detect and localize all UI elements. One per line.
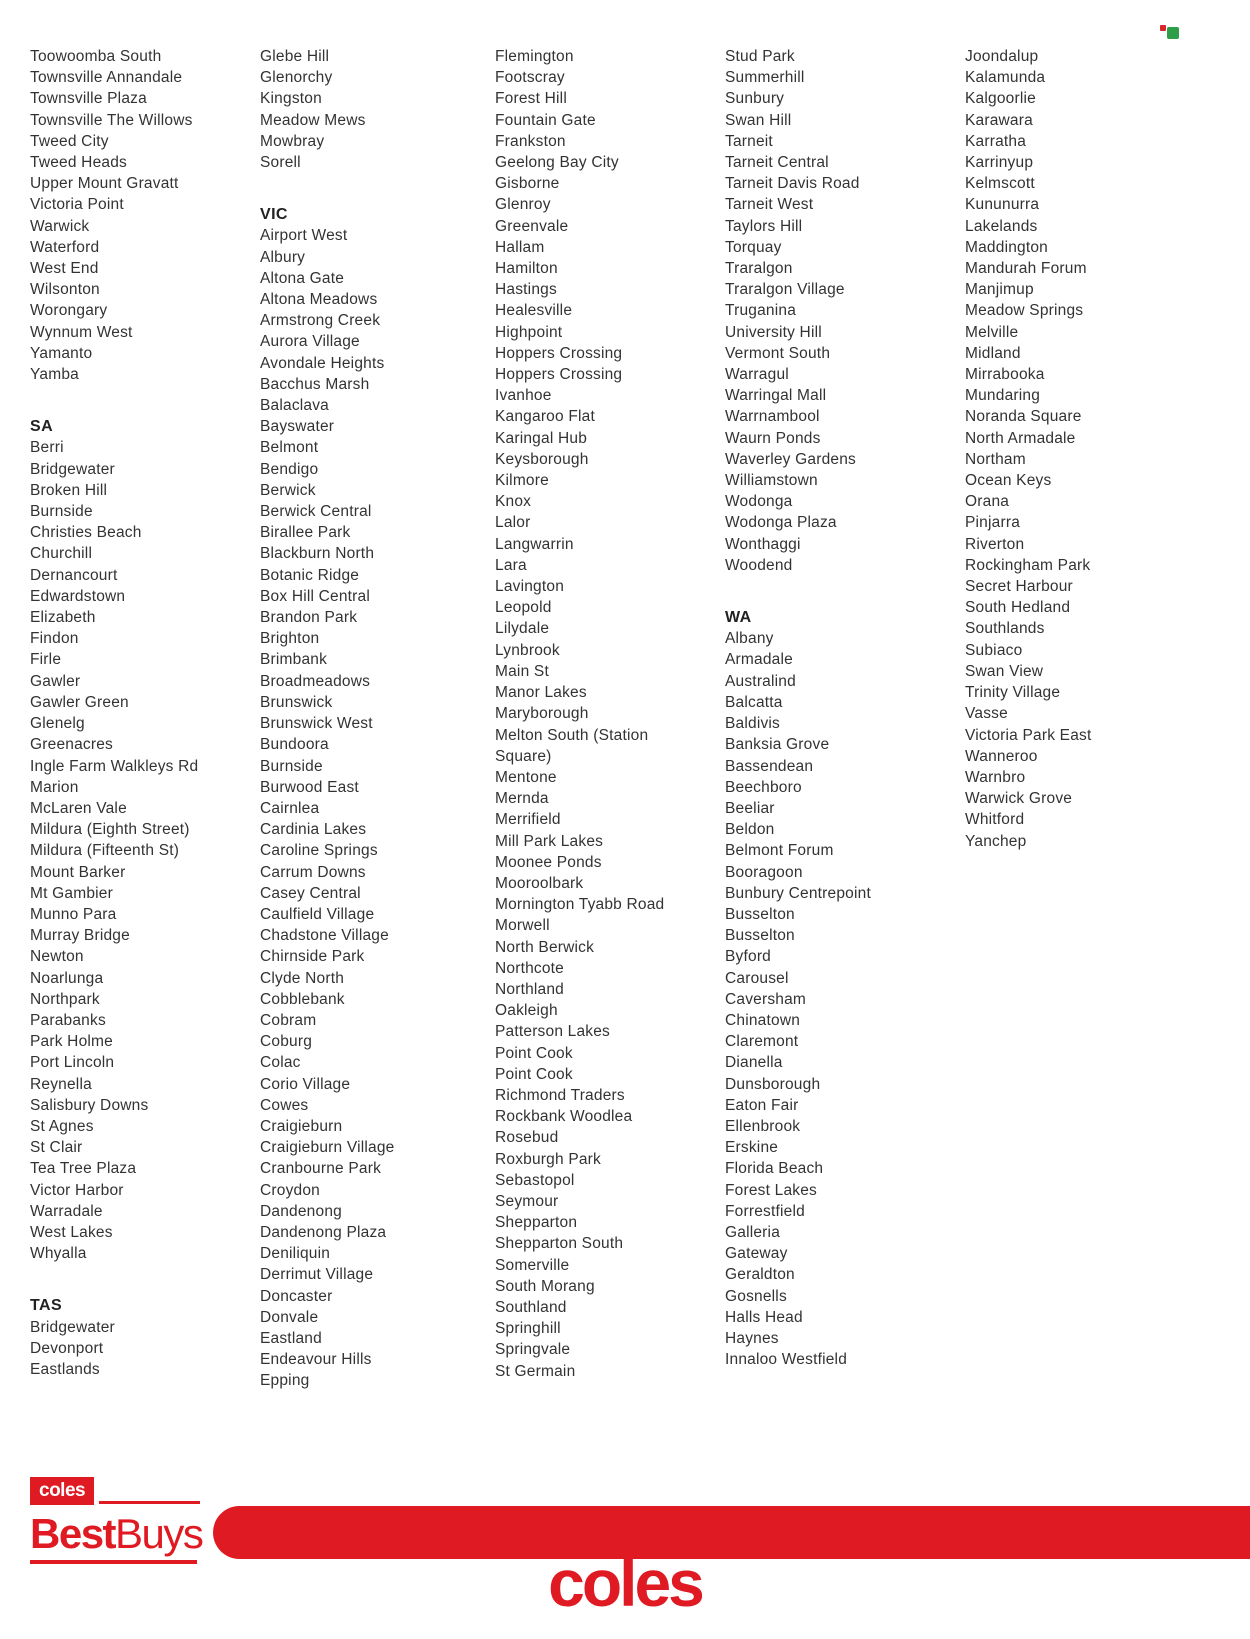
store-item: Kalamunda: [965, 69, 1046, 87]
store-item: Kangaroo Flat: [495, 408, 595, 426]
store-item: Highpoint: [495, 323, 563, 341]
store-item: Waverley Gardens: [725, 450, 856, 468]
store-item: Tarneit Davis Road: [725, 175, 860, 193]
store-item: Glenroy: [495, 196, 551, 214]
store-item: Maryborough: [495, 705, 589, 723]
store-item: North Berwick: [495, 938, 595, 956]
store-item: St Clair: [30, 1139, 83, 1157]
store-item: Kalgoorlie: [965, 90, 1036, 108]
badge-green-square: [1167, 27, 1179, 39]
store-item: Leopold: [495, 599, 552, 617]
store-item: Byford: [725, 948, 771, 966]
store-item: Tarneit: [725, 132, 773, 150]
store-item: Coburg: [260, 1033, 313, 1051]
store-item: Belmont Forum: [725, 842, 834, 860]
store-item: Stud Park: [725, 48, 795, 65]
store-item: Truganina: [725, 302, 797, 320]
store-item: Armstrong Creek: [260, 312, 381, 330]
store-item: Berri: [30, 439, 64, 457]
store-item: Torquay: [725, 238, 782, 256]
store-item: Karrinyup: [965, 154, 1034, 172]
store-item: Cobram: [260, 1011, 317, 1029]
store-item: Cardinia Lakes: [260, 821, 367, 839]
store-item: Broadmeadows: [260, 672, 371, 690]
store-item: Geelong Bay City: [495, 154, 619, 172]
store-item: Warradale: [30, 1202, 103, 1220]
store-item: Northpark: [30, 990, 100, 1008]
store-item: Greenacres: [30, 736, 113, 754]
store-item: Somerville: [495, 1256, 570, 1274]
store-item: Balcatta: [725, 693, 783, 711]
store-item: Northam: [965, 450, 1026, 468]
store-item: Epping: [260, 1372, 310, 1390]
store-item: Hoppers Crossing: [495, 366, 623, 384]
store-item: Lara: [495, 556, 527, 574]
store-item: Halls Head: [725, 1308, 803, 1326]
store-item: Kununurra: [965, 196, 1040, 214]
store-item: Chirnside Park: [260, 948, 365, 966]
state-header: VIC: [260, 206, 288, 224]
store-item: Mill Park Lakes: [495, 832, 604, 850]
store-item: Croydon: [260, 1181, 320, 1199]
store-item: Elizabeth: [30, 609, 96, 627]
store-item: Gawler Green: [30, 693, 129, 711]
store-item: Bendigo: [260, 460, 319, 478]
store-item: Rockbank Woodlea: [495, 1108, 633, 1126]
store-item: Albany: [725, 630, 774, 648]
store-item: Burnside: [260, 757, 323, 775]
store-item: Lilydale: [495, 620, 550, 638]
store-item: Taylors Hill: [725, 217, 803, 235]
store-item: Keysborough: [495, 450, 589, 468]
store-item: Warwick Grove: [965, 790, 1073, 808]
store-item: Joondalup: [965, 48, 1039, 65]
store-item: Shepparton: [495, 1214, 578, 1232]
store-item: Seymour: [495, 1192, 559, 1210]
store-item: Footscray: [495, 69, 565, 87]
coles-box-logo: coles: [30, 1477, 94, 1505]
store-item: Dernancourt: [30, 566, 118, 584]
store-item: Townsville Annandale: [30, 69, 183, 87]
store-item: Mowbray: [260, 132, 325, 150]
store-item: Eastlands: [30, 1360, 100, 1378]
store-item: St Agnes: [30, 1117, 94, 1135]
store-item: Derrimut Village: [260, 1266, 374, 1284]
store-item: Birallee Park: [260, 524, 351, 542]
store-item: Traralgon Village: [725, 281, 845, 299]
store-item: Noarlunga: [30, 969, 104, 987]
store-item: Patterson Lakes: [495, 1023, 611, 1041]
store-item: Balaclava: [260, 397, 330, 415]
store-item: Armadale: [725, 651, 793, 669]
store-item: Midland: [965, 344, 1021, 362]
store-item: Pinjarra: [965, 514, 1021, 532]
store-item: Dandenong: [260, 1202, 342, 1220]
store-item: Clyde North: [260, 969, 345, 987]
store-item: South Morang: [495, 1277, 595, 1295]
bestbuys-buys-text: Buys: [115, 1510, 203, 1557]
store-item: Park Holme: [30, 1033, 113, 1051]
store-item: Townsville Plaza: [30, 90, 147, 108]
store-item: Hallam: [495, 238, 545, 256]
store-item: Box Hill Central: [260, 587, 371, 605]
store-item: Glebe Hill: [260, 48, 330, 65]
store-item: Reynella: [30, 1075, 92, 1093]
store-item: Gisborne: [495, 175, 560, 193]
store-item: Upper Mount Gravatt: [30, 175, 179, 193]
store-item: Victoria Park East: [965, 726, 1092, 744]
store-item: Mundaring: [965, 387, 1041, 405]
store-item: Devonport: [30, 1339, 104, 1357]
store-item: Caulfield Village: [260, 905, 375, 923]
store-item: Kilmore: [495, 472, 549, 490]
store-item: Carrum Downs: [260, 863, 366, 881]
store-item: Murray Bridge: [30, 927, 130, 945]
store-item: Wodonga Plaza: [725, 514, 837, 532]
state-header: WA: [725, 609, 752, 627]
bestbuys-best-text: Best: [30, 1510, 116, 1557]
store-item: Bundoora: [260, 736, 329, 754]
store-item: Eaton Fair: [725, 1096, 799, 1114]
store-item: Southland: [495, 1298, 567, 1316]
store-list: [30, 46, 1250, 1392]
store-item: Meadow Springs: [965, 302, 1084, 320]
store-item: Australind: [725, 672, 796, 690]
store-item: Springhill: [495, 1320, 561, 1338]
store-item: Orana: [965, 493, 1010, 511]
store-item: Mernda: [495, 790, 549, 808]
store-item: Mentone: [495, 768, 557, 786]
store-item: Greenvale: [495, 217, 569, 235]
store-item: Vasse: [965, 705, 1008, 723]
store-item: Cranbourne Park: [260, 1160, 382, 1178]
store-item: Salisbury Downs: [30, 1096, 149, 1114]
store-item: Brunswick West: [260, 715, 373, 733]
store-item: Shepparton South: [495, 1235, 624, 1253]
store-item: Manjimup: [965, 281, 1034, 299]
store-item: University Hill: [725, 323, 822, 341]
store-item: Donvale: [260, 1308, 319, 1326]
store-item: Beldon: [725, 821, 775, 839]
store-item: Vermont South: [725, 344, 831, 362]
store-item: Karawara: [965, 111, 1033, 129]
store-item: Knox: [495, 493, 532, 511]
store-item: Victor Harbor: [30, 1181, 124, 1199]
store-item: Warnbro: [965, 768, 1026, 786]
store-item: Wanneroo: [965, 747, 1038, 765]
store-item: Findon: [30, 630, 79, 648]
store-item: Eastland: [260, 1329, 322, 1347]
store-item: Mirrabooka: [965, 366, 1045, 384]
store-item: Berwick: [260, 481, 316, 499]
store-item: Noranda Square: [965, 408, 1082, 426]
store-item: Port Lincoln: [30, 1054, 115, 1072]
store-item: Glenorchy: [260, 69, 333, 87]
store-item: Corio Village: [260, 1075, 351, 1093]
store-item: Glenelg: [30, 715, 85, 733]
logo-top-line: [99, 1501, 200, 1505]
store-item: Edwardstown: [30, 587, 126, 605]
store-item: Deniliquin: [260, 1245, 331, 1263]
store-item: Warragul: [725, 366, 789, 384]
store-item: Dianella: [725, 1054, 783, 1072]
store-item: Wodonga: [725, 493, 793, 511]
store-item: Fountain Gate: [495, 111, 596, 129]
store-item: Tarneit West: [725, 196, 814, 214]
store-item: Chadstone Village: [260, 927, 389, 945]
store-item: Northland: [495, 980, 565, 998]
store-item: Haynes: [725, 1329, 779, 1347]
store-item: Busselton: [725, 905, 795, 923]
store-item: Mooroolbark: [495, 874, 584, 892]
store-item: Meadow Mews: [260, 111, 366, 129]
store-item: Yanchep: [965, 832, 1027, 850]
store-item: Langwarrin: [495, 535, 574, 553]
store-item: Gawler: [30, 672, 81, 690]
store-item: Tweed City: [30, 132, 109, 150]
store-item: Lynbrook: [495, 641, 560, 659]
store-item: Whitford: [965, 811, 1025, 829]
store-item: Bayswater: [260, 418, 335, 436]
store-item: Whyalla: [30, 1245, 87, 1263]
store-item: Hoppers Crossing: [495, 344, 623, 362]
store-item: Airport West: [260, 227, 348, 245]
store-item: Rockingham Park: [965, 556, 1091, 574]
store-item: Geraldton: [725, 1266, 795, 1284]
store-item: Botanic Ridge: [260, 566, 360, 584]
store-item: Rosebud: [495, 1129, 559, 1147]
store-item: Swan Hill: [725, 111, 792, 129]
store-item: Florida Beach: [725, 1160, 824, 1178]
store-column: [495, 46, 707, 1392]
store-item: Williamstown: [725, 472, 818, 490]
store-item: Bridgewater: [30, 460, 115, 478]
store-column: [725, 46, 937, 1392]
store-item: Point Cook: [495, 1065, 573, 1083]
store-item: Mornington Tyabb Road: [495, 896, 665, 914]
store-item: Firle: [30, 651, 62, 669]
store-item: Craigieburn: [260, 1117, 343, 1135]
store-item: Wonthaggi: [725, 535, 801, 553]
store-item: Frankston: [495, 132, 566, 150]
store-item: Forrestfield: [725, 1202, 805, 1220]
store-item: Booragoon: [725, 863, 803, 881]
store-item: Parabanks: [30, 1011, 106, 1029]
store-item: Endeavour Hills: [260, 1351, 372, 1369]
store-item: Mildura (Eighth Street): [30, 821, 190, 839]
store-item: Berwick Central: [260, 503, 372, 521]
store-item: Caversham: [725, 990, 807, 1008]
store-item: Oakleigh: [495, 1002, 558, 1020]
store-item: Kingston: [260, 90, 322, 108]
store-item: Lakelands: [965, 217, 1038, 235]
store-item: Bunbury Centrepoint: [725, 884, 871, 902]
store-item: Bridgewater: [30, 1318, 115, 1336]
store-item: Brimbank: [260, 651, 328, 669]
store-item: Ellenbrook: [725, 1117, 801, 1135]
store-item: Bassendean: [725, 757, 814, 775]
store-item: Tweed Heads: [30, 154, 127, 172]
store-item: Subiaco: [965, 641, 1023, 659]
store-item: Karingal Hub: [495, 429, 588, 447]
store-item: Warwick: [30, 217, 90, 235]
corner-badge-icon: [1157, 25, 1179, 41]
store-item: Manor Lakes: [495, 684, 587, 702]
store-item: Roxburgh Park: [495, 1150, 601, 1168]
store-item: Altona Meadows: [260, 291, 378, 309]
store-item: Busselton: [725, 927, 795, 945]
store-item: Dunsborough: [725, 1075, 821, 1093]
store-item: Dandenong Plaza: [260, 1223, 387, 1241]
store-item: Brunswick: [260, 693, 333, 711]
store-column: [30, 46, 242, 1392]
store-item: Trinity Village: [965, 684, 1061, 702]
store-item: Springvale: [495, 1341, 571, 1359]
store-item: Burnside: [30, 503, 93, 521]
store-item: McLaren Vale: [30, 799, 127, 817]
store-item: South Hedland: [965, 599, 1071, 617]
store-item: Banksia Grove: [725, 736, 830, 754]
store-item: Sebastopol: [495, 1171, 575, 1189]
store-item: Albury: [260, 248, 306, 266]
store-item: Doncaster: [260, 1287, 333, 1305]
store-item: Warringal Mall: [725, 387, 827, 405]
store-item: Brighton: [260, 630, 320, 648]
store-item: Tea Tree Plaza: [30, 1160, 137, 1178]
store-item: Yamba: [30, 366, 79, 384]
store-item: Victoria Point: [30, 196, 124, 214]
store-item: Forest Lakes: [725, 1181, 817, 1199]
state-header: TAS: [30, 1297, 63, 1315]
store-item: Cowes: [260, 1096, 309, 1114]
store-column: [260, 46, 472, 1392]
store-item: Healesville: [495, 302, 573, 320]
store-item: St Germain: [495, 1362, 576, 1380]
store-item: Northcote: [495, 959, 564, 977]
store-item: Beeliar: [725, 799, 775, 817]
store-item: Hamilton: [495, 260, 558, 278]
store-item: Craigieburn Village: [260, 1139, 395, 1157]
store-item: West Lakes: [30, 1223, 113, 1241]
bestbuys-wordmark: [30, 1510, 203, 1557]
store-item: Erskine: [725, 1139, 779, 1157]
store-item: Hastings: [495, 281, 557, 299]
store-item: Traralgon: [725, 260, 793, 278]
store-item: Gosnells: [725, 1287, 787, 1305]
store-item: Woodend: [725, 556, 793, 574]
store-item: Richmond Traders: [495, 1086, 625, 1104]
store-item: Main St: [495, 662, 549, 680]
store-item: Innaloo Westfield: [725, 1351, 848, 1369]
store-item: Wilsonton: [30, 281, 100, 299]
store-item: Churchill: [30, 545, 93, 563]
store-item: Flemington: [495, 48, 574, 65]
store-item: Southlands: [965, 620, 1045, 638]
store-item: Broken Hill: [30, 481, 108, 499]
store-item: Mt Gambier: [30, 884, 113, 902]
store-item: Summerhill: [725, 69, 805, 87]
store-item: Warrnambool: [725, 408, 820, 426]
store-item: Townsville The Willows: [30, 111, 193, 129]
store-item: Merrifield: [495, 811, 561, 829]
store-item: Point Cook: [495, 1044, 573, 1062]
store-item: Sunbury: [725, 90, 785, 108]
store-item: Casey Central: [260, 884, 361, 902]
store-item: Waurn Ponds: [725, 429, 821, 447]
store-item: Melville: [965, 323, 1019, 341]
store-item: Beechboro: [725, 778, 802, 796]
store-column: [965, 46, 1177, 1392]
store-item: Worongary: [30, 302, 108, 320]
store-item: Lalor: [495, 514, 531, 532]
store-item: Mildura (Fifteenth St): [30, 842, 180, 860]
badge-red-dot: [1160, 25, 1166, 31]
store-item: Morwell: [495, 917, 550, 935]
store-item: Carousel: [725, 969, 789, 987]
store-item: Forest Hill: [495, 90, 567, 108]
coles-logo: coles: [548, 1546, 702, 1620]
store-item: Belmont: [260, 439, 319, 457]
store-item: Newton: [30, 948, 84, 966]
store-item: Riverton: [965, 535, 1025, 553]
store-item: Wynnum West: [30, 323, 133, 341]
store-item: Moonee Ponds: [495, 853, 602, 871]
store-item: Marion: [30, 778, 79, 796]
store-item: Ivanhoe: [495, 387, 552, 405]
store-item: Toowoomba South: [30, 48, 162, 65]
store-item: Colac: [260, 1054, 301, 1072]
store-item: Cairnlea: [260, 799, 320, 817]
store-item: Lavington: [495, 578, 565, 596]
store-item: Karratha: [965, 132, 1027, 150]
store-item: Christies Beach: [30, 524, 142, 542]
store-item: Altona Gate: [260, 269, 345, 287]
store-item: Blackburn North: [260, 545, 375, 563]
store-item: Gateway: [725, 1245, 788, 1263]
store-item: Maddington: [965, 238, 1049, 256]
store-item: Ingle Farm Walkleys Rd: [30, 757, 199, 775]
store-item: Claremont: [725, 1033, 799, 1051]
store-item: Ocean Keys: [965, 472, 1052, 490]
store-item: Aurora Village: [260, 333, 360, 351]
store-item: Brandon Park: [260, 609, 358, 627]
store-item: Bacchus Marsh: [260, 375, 370, 393]
store-item: West End: [30, 260, 99, 278]
store-item: Kelmscott: [965, 175, 1035, 193]
store-item: Yamanto: [30, 344, 93, 362]
state-header: SA: [30, 418, 54, 436]
store-item: Mandurah Forum: [965, 260, 1087, 278]
store-item: Swan View: [965, 662, 1044, 680]
store-item: Sorell: [260, 154, 301, 172]
store-item: Munno Para: [30, 905, 117, 923]
store-item: Burwood East: [260, 778, 359, 796]
store-item: Chinatown: [725, 1011, 801, 1029]
store-item: Cobblebank: [260, 990, 345, 1008]
store-item: Melton South (Station Square): [495, 726, 649, 765]
store-item: Secret Harbour: [965, 578, 1073, 596]
store-item: Waterford: [30, 238, 100, 256]
store-item: Galleria: [725, 1223, 781, 1241]
store-item: Avondale Heights: [260, 354, 385, 372]
store-item: Mount Barker: [30, 863, 126, 881]
store-item: North Armadale: [965, 429, 1076, 447]
store-item: Baldivis: [725, 715, 781, 733]
store-item: Caroline Springs: [260, 842, 378, 860]
store-item: Tarneit Central: [725, 154, 829, 172]
